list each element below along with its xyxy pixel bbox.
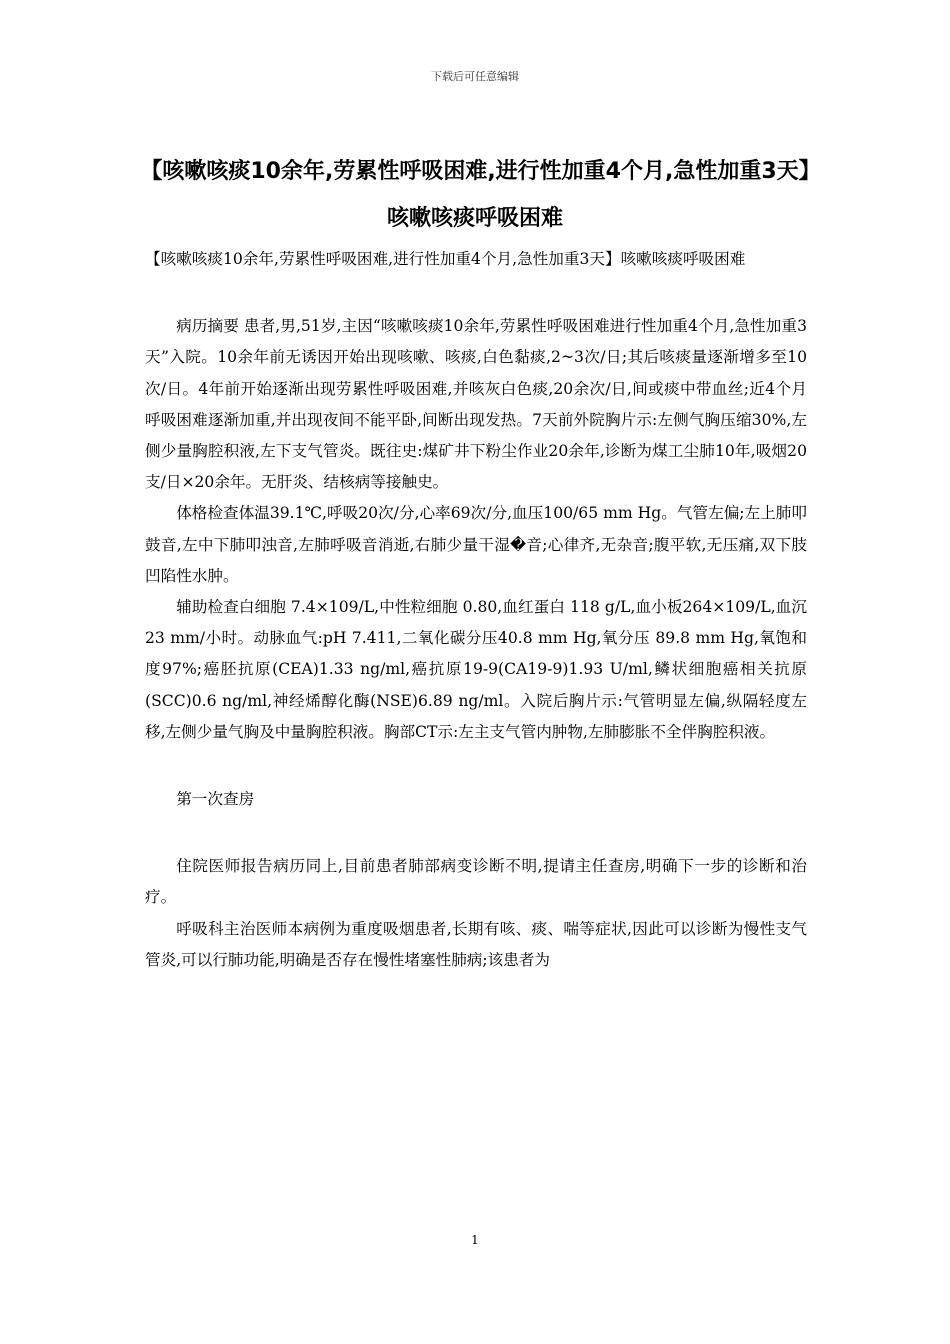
aux-exam-paragraph: 辅助检查白细胞 7.4×109/L,中性粒细胞 0.80,血红蛋白 118 g/L,血小板264×109/L,血沉 23 mm/小时。动脉血气:pH 7.411,二氧化碳分压40.8 mm Hg,氧分压 89.8 mm Hg,氧饱和度97%;癌胚抗原(CEA)1.33 ng/ml,癌抗原19-9(CA19-9)1.93 U/ml,鳞状细胞癌相关抗原(SCC)0.6 ng/ml,神经烯醇化酶(NSE)6.89 ng/ml。入院后胸片示:气管明显左偏,纵隔轻度左移,左侧少量气胸及中量胸腔积液。胸部CT示:左主支气管内肿物,左肺膨胀不全伴胸腔积液。 <box>145 598 807 741</box>
history-paragraph: 病历摘要 患者,男,51岁,主因“咳嗽咳痰10余年,劳累性呼吸困难进行性加重4个月,急性加重3天”入院。10余年前无诱因开始出现咳嗽、咳痰,白色黏痰,2~3次/日;其后咳痰量逐渐增多至10次/日。4年前开始逐渐出现劳累性呼吸困难,并咳灰白色痰,20余次/日,间或痰中带血丝;近4个月呼吸困难逐渐加重,并出现夜间不能平卧,间断出现发热。7天前外院胸片示:左侧气胸压缩30%,左侧少量胸腔积液,左下支气管炎。既往史:煤矿井下粉尘作业20余年,诊断为煤工尘肺10年,吸烟20支/日×20余年。无肝炎、结核病等接触史。 <box>145 317 807 492</box>
subtitle-paragraph: 【咳嗽咳痰10余年,劳累性呼吸困难,进行性加重4个月,急性加重3天】咳嗽咳痰呼吸困难 <box>145 250 746 268</box>
section-heading: 第一次查房 <box>176 790 255 809</box>
physical-exam-paragraph: 体格检查体温39.1℃,呼吸20次/分,心率69次/分,血压100/65 mm Hg。气管左偏;左上肺叩鼓音,左中下肺叩浊音,左肺呼吸音消逝,右肺少量干湿�音;心律齐,无杂音;腹平软,无压痛,双下肢凹陷性水肿。 <box>145 504 807 585</box>
document-body <box>145 244 807 976</box>
resident-report-paragraph: 住院医师报告病历同上,目前患者肺部病变诊断不明,提请主任查房,明确下一步的诊断和治疗。 <box>145 857 807 907</box>
header-note: 下载后可任意编辑 <box>431 70 519 83</box>
attending-opinion-paragraph: 呼吸科主治医师本病例为重度吸烟患者,长期有咳、痰、喘等症状,因此可以诊断为慢性支气管炎,可以行肺功能,明确是否存在慢性堵塞性肺病;该患者为 <box>145 919 807 969</box>
page-number: 1 <box>471 1233 479 1247</box>
document-title: 【咳嗽咳痰10余年,劳累性呼吸困难,进行性加重4个月,急性加重3天】咳嗽咳痰呼吸困难 <box>140 159 810 231</box>
